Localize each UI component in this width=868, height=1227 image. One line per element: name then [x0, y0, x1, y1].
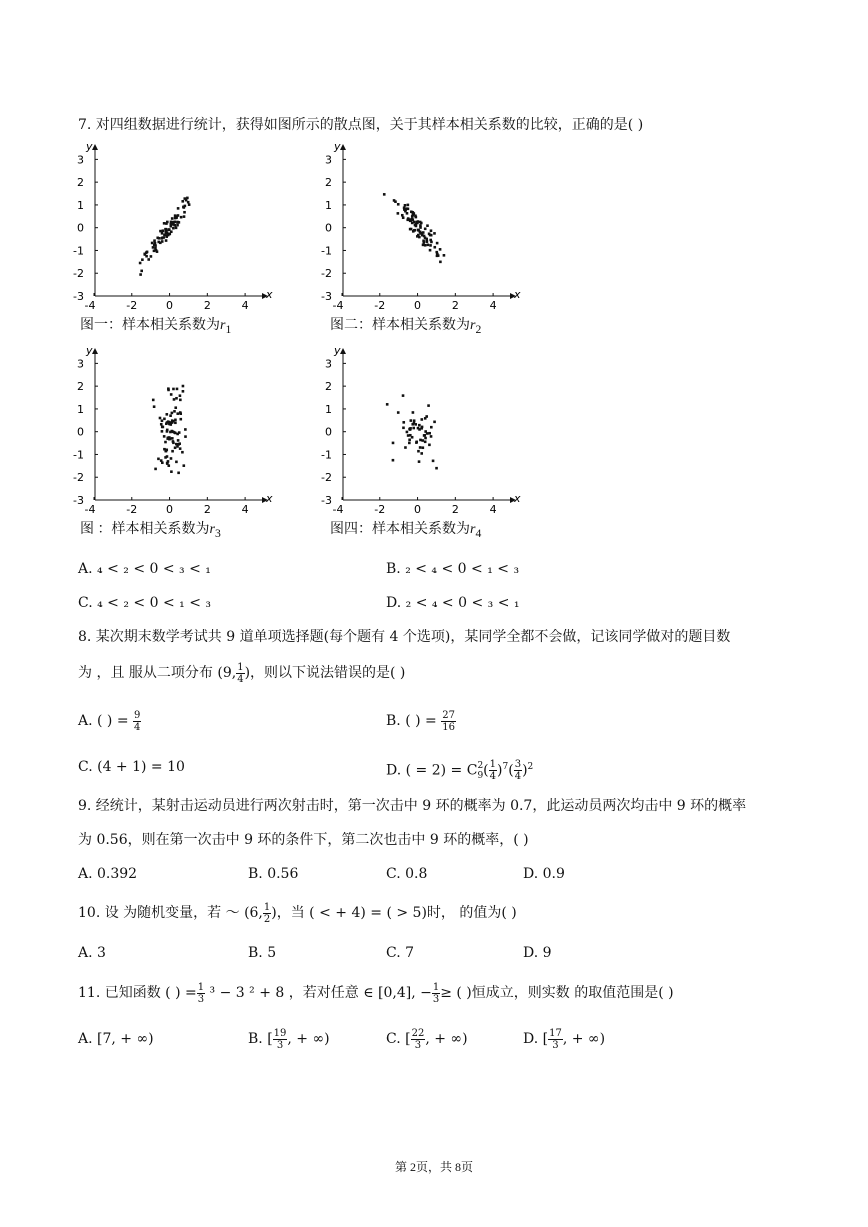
y-tick-label: -3 [321, 494, 332, 507]
y-tick-label: 0 [77, 221, 84, 235]
scatter-point [407, 204, 410, 207]
scatter-point [179, 412, 182, 415]
y-tick-label: -1 [321, 244, 332, 258]
scatter-point [419, 231, 422, 234]
scatter-point [402, 394, 405, 397]
scatter-point [414, 224, 417, 227]
scatter-point [428, 432, 431, 435]
scatter-point [432, 460, 435, 463]
scatter-plot-1 [73, 140, 278, 312]
scatter-point [410, 219, 413, 222]
scatter-point [402, 421, 405, 424]
y-tick-label: 3 [77, 153, 84, 167]
q10-option-d[interactable]: D. 9 [523, 945, 552, 961]
scatter-point [164, 441, 167, 444]
scatter-point [147, 258, 150, 261]
scatter-point [153, 239, 156, 242]
scatter-point [417, 450, 420, 453]
scatter-point [411, 423, 414, 426]
scatter-point [403, 206, 406, 209]
scatter-point [178, 442, 181, 445]
q7-option-c[interactable]: C. ₄ < ₂ < 0 < ₁ < ₃ [78, 595, 211, 611]
scatter-point [429, 244, 432, 247]
scatter-point [443, 254, 446, 257]
scatter-point [416, 222, 419, 225]
y-tick-label: 2 [77, 176, 84, 190]
y-tick-label: -3 [321, 290, 332, 303]
scatter-point [165, 422, 168, 425]
q9-stem-line2: 为 0.56，则在第一次击中 9 环的条件下，第二次也击中 9 环的概率，( ) [78, 832, 529, 848]
x-tick-label: -2 [374, 299, 386, 312]
y-tick-label: -2 [73, 471, 84, 485]
scatter-point [410, 419, 413, 422]
x-tick-label: -4 [332, 299, 344, 312]
scatter-point [183, 215, 186, 218]
scatter-point [168, 229, 171, 232]
scatter-point [419, 446, 422, 449]
q8-stem-line2: 为 ，且 服从二项分布 (9, $\frac{1}{4}$ )，则以下说法错误的是( ) [78, 661, 406, 685]
y-tick-label: 3 [325, 153, 332, 167]
scatter-point [430, 241, 433, 244]
scatter-point [153, 405, 156, 408]
scatter-point [439, 248, 442, 251]
scatter-point [404, 210, 407, 213]
scatter-point [179, 399, 182, 402]
scatter-point [177, 472, 180, 475]
scatter-point [429, 249, 432, 252]
x-axis-label: x [266, 288, 273, 301]
q9-stem-line1: 9. 经统计，某射击运动员进行两次射击时，第一次击中 9 环的概率为 0.7，此运动员两次均击中 9 环的概率 [78, 798, 747, 814]
x-tick-label: 4 [489, 299, 497, 312]
q7-option-a[interactable]: A. ₄ < ₂ < 0 < ₃ < ₁ [78, 561, 211, 577]
scatter-point [171, 217, 174, 220]
scatter-point [157, 458, 160, 461]
scatter-point [430, 229, 433, 232]
q8-stem-line1: 8. 某次期末数学考试共 9 道单项选择题(每个题有 4 个选项)，某同学全都不会做，记该同学做对的题目数 [78, 629, 731, 645]
scatter-point [433, 246, 436, 249]
q7-option-d[interactable]: D. ₂ < ₄ < 0 < ₃ < ₁ [386, 595, 520, 611]
scatter-point [181, 200, 184, 203]
y-tick-label: 0 [325, 221, 332, 235]
scatter-point [386, 403, 389, 406]
x-tick-label: 0 [166, 299, 174, 312]
y-axis-label: y [86, 344, 93, 357]
y-tick-label: 1 [325, 198, 332, 212]
x-tick-label: 2 [451, 299, 459, 312]
scatter-point [413, 212, 416, 215]
x-tick-label: 0 [414, 299, 422, 312]
scatter-point [420, 222, 423, 225]
scatter-point [414, 423, 417, 426]
scatter-point [397, 411, 400, 414]
y-tick-label: 1 [325, 402, 332, 416]
plot-caption-1: 图一：样本相关系数为$r_1$ [80, 318, 232, 336]
scatter-point [162, 229, 165, 232]
scatter-point [161, 419, 164, 422]
scatter-point [164, 456, 167, 459]
y-axis-label: y [86, 140, 93, 153]
q9-option-a[interactable]: A. 0.392 [78, 866, 138, 882]
scatter-point [171, 437, 174, 440]
y-tick-label: -1 [73, 448, 84, 462]
scatter-point [401, 214, 404, 217]
q11-option-c[interactable]: C. [ $\frac{22}{3}$ , + ∞) [386, 1027, 468, 1051]
scatter-point [171, 421, 174, 424]
plot-caption-2: 图二：样本相关系数为$r_2$ [330, 318, 482, 336]
q8-option-b[interactable]: B. ( ) = $\frac{27}{16}$ [386, 709, 455, 733]
scatter-point [421, 439, 424, 442]
scatter-point [165, 450, 168, 453]
scatter-point [140, 270, 143, 273]
scatter-point [392, 459, 395, 462]
scatter-point [161, 240, 164, 243]
scatter-point [152, 399, 155, 402]
scatter-point [408, 442, 411, 445]
y-tick-label: 3 [325, 357, 332, 371]
scatter-point [183, 211, 186, 214]
scatter-point [150, 255, 153, 258]
scatter-point [420, 452, 423, 455]
scatter-point [162, 236, 165, 239]
scatter-point [171, 412, 174, 415]
scatter-point [392, 442, 395, 445]
scatter-point [159, 417, 162, 420]
plot-caption-3: 图 ：样本相关系数为$r_3$ [80, 522, 221, 540]
scatter-point [139, 273, 142, 276]
y-tick-label: -2 [321, 267, 332, 281]
scatter-point [411, 215, 414, 218]
x-axis-label: x [514, 492, 521, 505]
scatter-point [143, 253, 146, 256]
scatter-point [179, 418, 182, 421]
scatter-point [433, 421, 436, 424]
scatter-point [436, 242, 439, 245]
y-tick-label: -2 [321, 471, 332, 485]
scatter-point [426, 240, 429, 243]
y-axis-label: y [334, 344, 341, 357]
q10-stem: 10. 设 为随机变量，若 ～ (6, $\frac{1}{2}$ )，当 ( < + 4) = ( > 5)时， 的值为( ) [78, 901, 517, 925]
scatter-point [182, 390, 185, 393]
y-tick-label: 2 [325, 176, 332, 190]
scatter-point [423, 434, 426, 437]
scatter-point [426, 224, 429, 227]
scatter-point [160, 423, 163, 426]
scatter-point [177, 439, 180, 442]
scatter-point [165, 222, 168, 225]
x-tick-label: -2 [126, 503, 138, 516]
scatter-point [433, 232, 436, 235]
y-axis-arrow [340, 144, 346, 150]
scatter-point [420, 427, 423, 430]
scatter-point [404, 204, 407, 207]
scatter-point [173, 398, 176, 401]
q11-option-d[interactable]: D. [ $\frac{17}{3}$ , + ∞) [523, 1027, 606, 1051]
x-tick-label: 0 [414, 503, 422, 516]
scatter-point [412, 427, 415, 430]
x-tick-label: -2 [374, 503, 386, 516]
scatter-point [411, 222, 414, 225]
y-axis-label: y [334, 140, 341, 153]
x-tick-label: 2 [203, 299, 211, 312]
scatter-point [160, 459, 163, 462]
page-footer: 第 2页，共 8页 [394, 1160, 473, 1174]
scatter-point [175, 443, 178, 446]
scatter-point [166, 413, 169, 416]
scatter-point [402, 216, 405, 219]
scatter-plot-4 [321, 344, 526, 516]
scatter-point [172, 227, 175, 230]
q10-option-a[interactable]: A. 3 [78, 945, 106, 961]
q11-stem: 11. 已知函数 ( ) = $\frac{1}{3}$ ³ − 3 ² + 8 ，若对任意 ∈ [0,4], − $\frac{1}{3}$ ≥ ( )恒成立，则实数 的取值范围是( ) [78, 981, 674, 1005]
x-tick-label: 4 [241, 299, 249, 312]
scatter-point [435, 467, 438, 470]
scatter-point [169, 414, 172, 417]
scatter-point [163, 418, 166, 421]
scatter-point [415, 216, 418, 219]
q10-option-b[interactable]: B. 5 [248, 945, 277, 961]
x-tick-label: -2 [126, 299, 138, 312]
scatter-point [383, 193, 386, 196]
scatter-point [419, 224, 422, 227]
scatter-point [171, 430, 174, 433]
scatter-point [172, 222, 175, 225]
scatter-point [407, 217, 410, 220]
scatter-point [167, 389, 170, 392]
scatter-point [152, 246, 155, 249]
scatter-point [415, 441, 418, 444]
scatter-point [418, 460, 421, 463]
scatter-point [418, 236, 421, 239]
scatter-point [422, 231, 425, 234]
scatter-point [167, 436, 170, 439]
q11-option-a[interactable]: A. [7, + ∞) [78, 1031, 154, 1047]
scatter-point [183, 206, 186, 209]
q8-option-c[interactable]: C. (4 + 1) = 10 [78, 759, 185, 775]
scatter-point [178, 431, 181, 434]
scatter-point [175, 216, 178, 219]
scatter-point [159, 230, 162, 233]
x-tick-label: 4 [489, 503, 497, 516]
scatter-point [413, 419, 416, 422]
scatter-point [408, 428, 411, 431]
scatter-point [406, 207, 409, 210]
scatter-point [430, 426, 433, 429]
y-tick-label: 0 [325, 425, 332, 439]
scatter-point [417, 427, 420, 430]
q7-option-b[interactable]: B. ₂ < ₄ < 0 < ₁ < ₃ [386, 561, 520, 577]
scatter-point [170, 457, 173, 460]
scatter-point [412, 411, 415, 414]
scatter-point [172, 388, 175, 391]
scatter-point [176, 412, 179, 415]
scatter-point [436, 253, 439, 256]
q8-option-d[interactable]: D. ( = 2) = C 2 9 ( $\frac{1}{4}$ )$^7$( $\frac{3}{4}$ )$^2$ [386, 759, 534, 783]
scatter-point [422, 446, 425, 449]
scatter-point [424, 440, 427, 443]
scatter-point [181, 451, 184, 454]
scatter-point [182, 464, 185, 467]
scatter-point [166, 462, 169, 465]
scatter-point [139, 262, 142, 265]
scatter-point [423, 241, 426, 244]
y-tick-label: 3 [77, 357, 84, 371]
scatter-point [141, 258, 144, 261]
x-axis-label: x [266, 492, 273, 505]
scatter-point [428, 444, 431, 447]
scatter-point [419, 439, 422, 442]
scatter-point [408, 438, 411, 441]
scatter-point [186, 197, 189, 200]
y-tick-label: 1 [77, 198, 84, 212]
scatter-point [410, 228, 413, 231]
scatter-point [179, 394, 182, 397]
scatter-point [180, 216, 183, 219]
x-axis-label: x [514, 288, 521, 301]
scatter-point [424, 417, 427, 420]
scatter-point [164, 228, 167, 231]
scatter-point [418, 424, 421, 427]
scatter-plot-2 [321, 140, 526, 312]
scatter-point [404, 446, 407, 449]
scatter-plot-3 [73, 344, 278, 516]
y-axis-arrow [340, 348, 346, 354]
scatter-point [161, 430, 164, 433]
scatter-point [165, 239, 168, 242]
scatter-point [430, 435, 433, 438]
q11-option-b[interactable]: B. [ $\frac{19}{3}$ , + ∞) [248, 1027, 330, 1051]
scatter-point [430, 234, 433, 237]
scatter-point [174, 446, 177, 449]
y-tick-label: -1 [321, 448, 332, 462]
x-tick-label: 4 [241, 503, 249, 516]
scatter-point [184, 435, 187, 438]
scatter-point [184, 428, 187, 431]
scatter-point [171, 450, 174, 453]
scatter-point [175, 461, 178, 464]
scatter-point [176, 388, 179, 391]
scatter-point [427, 404, 430, 407]
q9-option-b[interactable]: B. 0.56 [248, 866, 299, 882]
scatter-point [169, 225, 172, 228]
scatter-point [397, 212, 400, 215]
y-tick-label: 0 [77, 425, 84, 439]
scatter-point [163, 435, 166, 438]
scatter-point [420, 418, 423, 421]
scatter-point [409, 434, 412, 437]
q9-option-c[interactable]: C. 0.8 [386, 866, 428, 882]
y-tick-label: -3 [73, 290, 84, 303]
x-tick-label: -4 [332, 503, 344, 516]
scatter-point [177, 207, 180, 210]
scatter-point [397, 203, 400, 206]
scatter-point [175, 227, 178, 230]
scatter-point [424, 228, 427, 231]
scatter-point [402, 426, 405, 429]
y-axis-arrow [92, 144, 98, 150]
scatter-point [425, 238, 428, 241]
scatter-point [412, 230, 415, 233]
scatter-point [424, 244, 427, 247]
scatter-point [182, 385, 185, 388]
scatter-point [185, 199, 188, 202]
scatter-point [153, 250, 156, 253]
y-tick-label: 1 [77, 402, 84, 416]
x-tick-label: 0 [166, 503, 174, 516]
scatter-point [162, 426, 165, 429]
y-tick-label: 2 [325, 380, 332, 394]
scatter-point [165, 230, 168, 233]
q9-option-d[interactable]: D. 0.9 [523, 866, 565, 882]
scatter-point [424, 437, 427, 440]
x-tick-label: -4 [84, 299, 96, 312]
scatter-point [426, 432, 429, 435]
scatter-point [176, 221, 179, 224]
plot-caption-4: 图四：样本相关系数为$r_4$ [330, 522, 482, 540]
scatter-point [153, 244, 156, 247]
scatter-point [176, 224, 179, 227]
scatter-point [158, 237, 161, 240]
y-tick-label: 2 [77, 380, 84, 394]
scatter-point [175, 397, 178, 400]
q8-option-a[interactable]: A. ( ) = $\frac{9}{4}$ [78, 709, 141, 733]
q7-stem: 7. 对四组数据进行统计，获得如图所示的散点图，关于其样本相关系数的比较，正确的是( ) [78, 117, 644, 133]
y-tick-label: -2 [73, 267, 84, 281]
scatter-point [166, 430, 169, 433]
scatter-point [188, 203, 191, 206]
scatter-point [427, 244, 430, 247]
scatter-point [170, 470, 173, 473]
scatter-point [179, 447, 182, 450]
scatter-point [154, 468, 157, 471]
scatter-point [406, 431, 409, 434]
x-tick-label: -4 [84, 503, 96, 516]
x-tick-label: 2 [203, 503, 211, 516]
y-tick-label: -3 [73, 494, 84, 507]
x-tick-label: 2 [451, 503, 459, 516]
scatter-point [170, 393, 173, 396]
scatter-point [174, 406, 177, 409]
scatter-point [165, 234, 168, 237]
y-tick-label: -1 [73, 244, 84, 258]
q10-option-c[interactable]: C. 7 [386, 945, 415, 961]
y-axis-arrow [92, 348, 98, 354]
scatter-point [394, 200, 397, 203]
scatter-point [172, 441, 175, 444]
scatter-point [163, 222, 166, 225]
scatter-point [439, 261, 442, 264]
scatter-point [173, 410, 176, 413]
